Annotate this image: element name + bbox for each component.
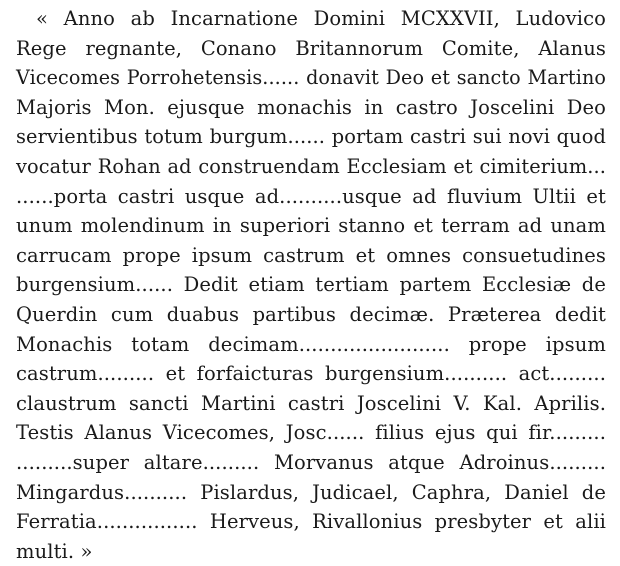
text-line-16: .........super altare......... Morvanus atque Adroinus......... <box>16 450 606 474</box>
text-line-13: castrum......... et forfaicturas burgensium.......... act......... <box>16 362 606 386</box>
text-line-15: Testis Alanus Vicecomes, Josc...... filius ejus qui fir......... <box>16 421 606 445</box>
text-line-3: Vicecomes Porrohetensis...... donavit Deo et sancto Martino <box>16 66 606 90</box>
text-line-9: carrucam prope ipsum castrum et omnes consuetudines <box>16 243 606 267</box>
text-line-8: unum molendinum in superiori stanno et terram ad unam <box>16 214 606 238</box>
text-line-4: Majoris Mon. ejusque monachis in castro Joscelini Deo <box>16 95 606 119</box>
text-line-5: servientibus totum burgum...... portam castri sui novi quod <box>16 125 606 149</box>
text-line-6: vocatur Rohan ad construendam Ecclesiam et cimiterium... <box>16 154 606 178</box>
text-line-11: Querdin cum duabus partibus decimæ. Præterea dedit <box>16 302 606 326</box>
text-line-19: multi. » <box>16 539 93 563</box>
text-line-12: Monachis totam decimam........................ prope ipsum <box>16 332 606 356</box>
text-line-17: Mingardus.......... Pislardus, Judicael, Caphra, Daniel de <box>16 480 606 504</box>
latin-charter-paragraph <box>16 4 606 566</box>
text-line-18: Ferratia................ Herveus, Rivallonius presbyter et alii <box>16 510 606 534</box>
text-line-2: Rege regnante, Conano Britannorum Comite, Alanus <box>16 36 606 60</box>
text-line-14: claustrum sancti Martini castri Joscelini V. Kal. Aprilis. <box>16 391 606 415</box>
text-line-7: ......porta castri usque ad..........usque ad fluvium Ultii et <box>16 184 606 208</box>
text-line-10: burgensium...... Dedit etiam tertiam partem Ecclesiæ de <box>16 273 606 297</box>
text-line-1: « Anno ab Incarnatione Domini MCXXVII, Ludovico <box>36 7 606 30</box>
